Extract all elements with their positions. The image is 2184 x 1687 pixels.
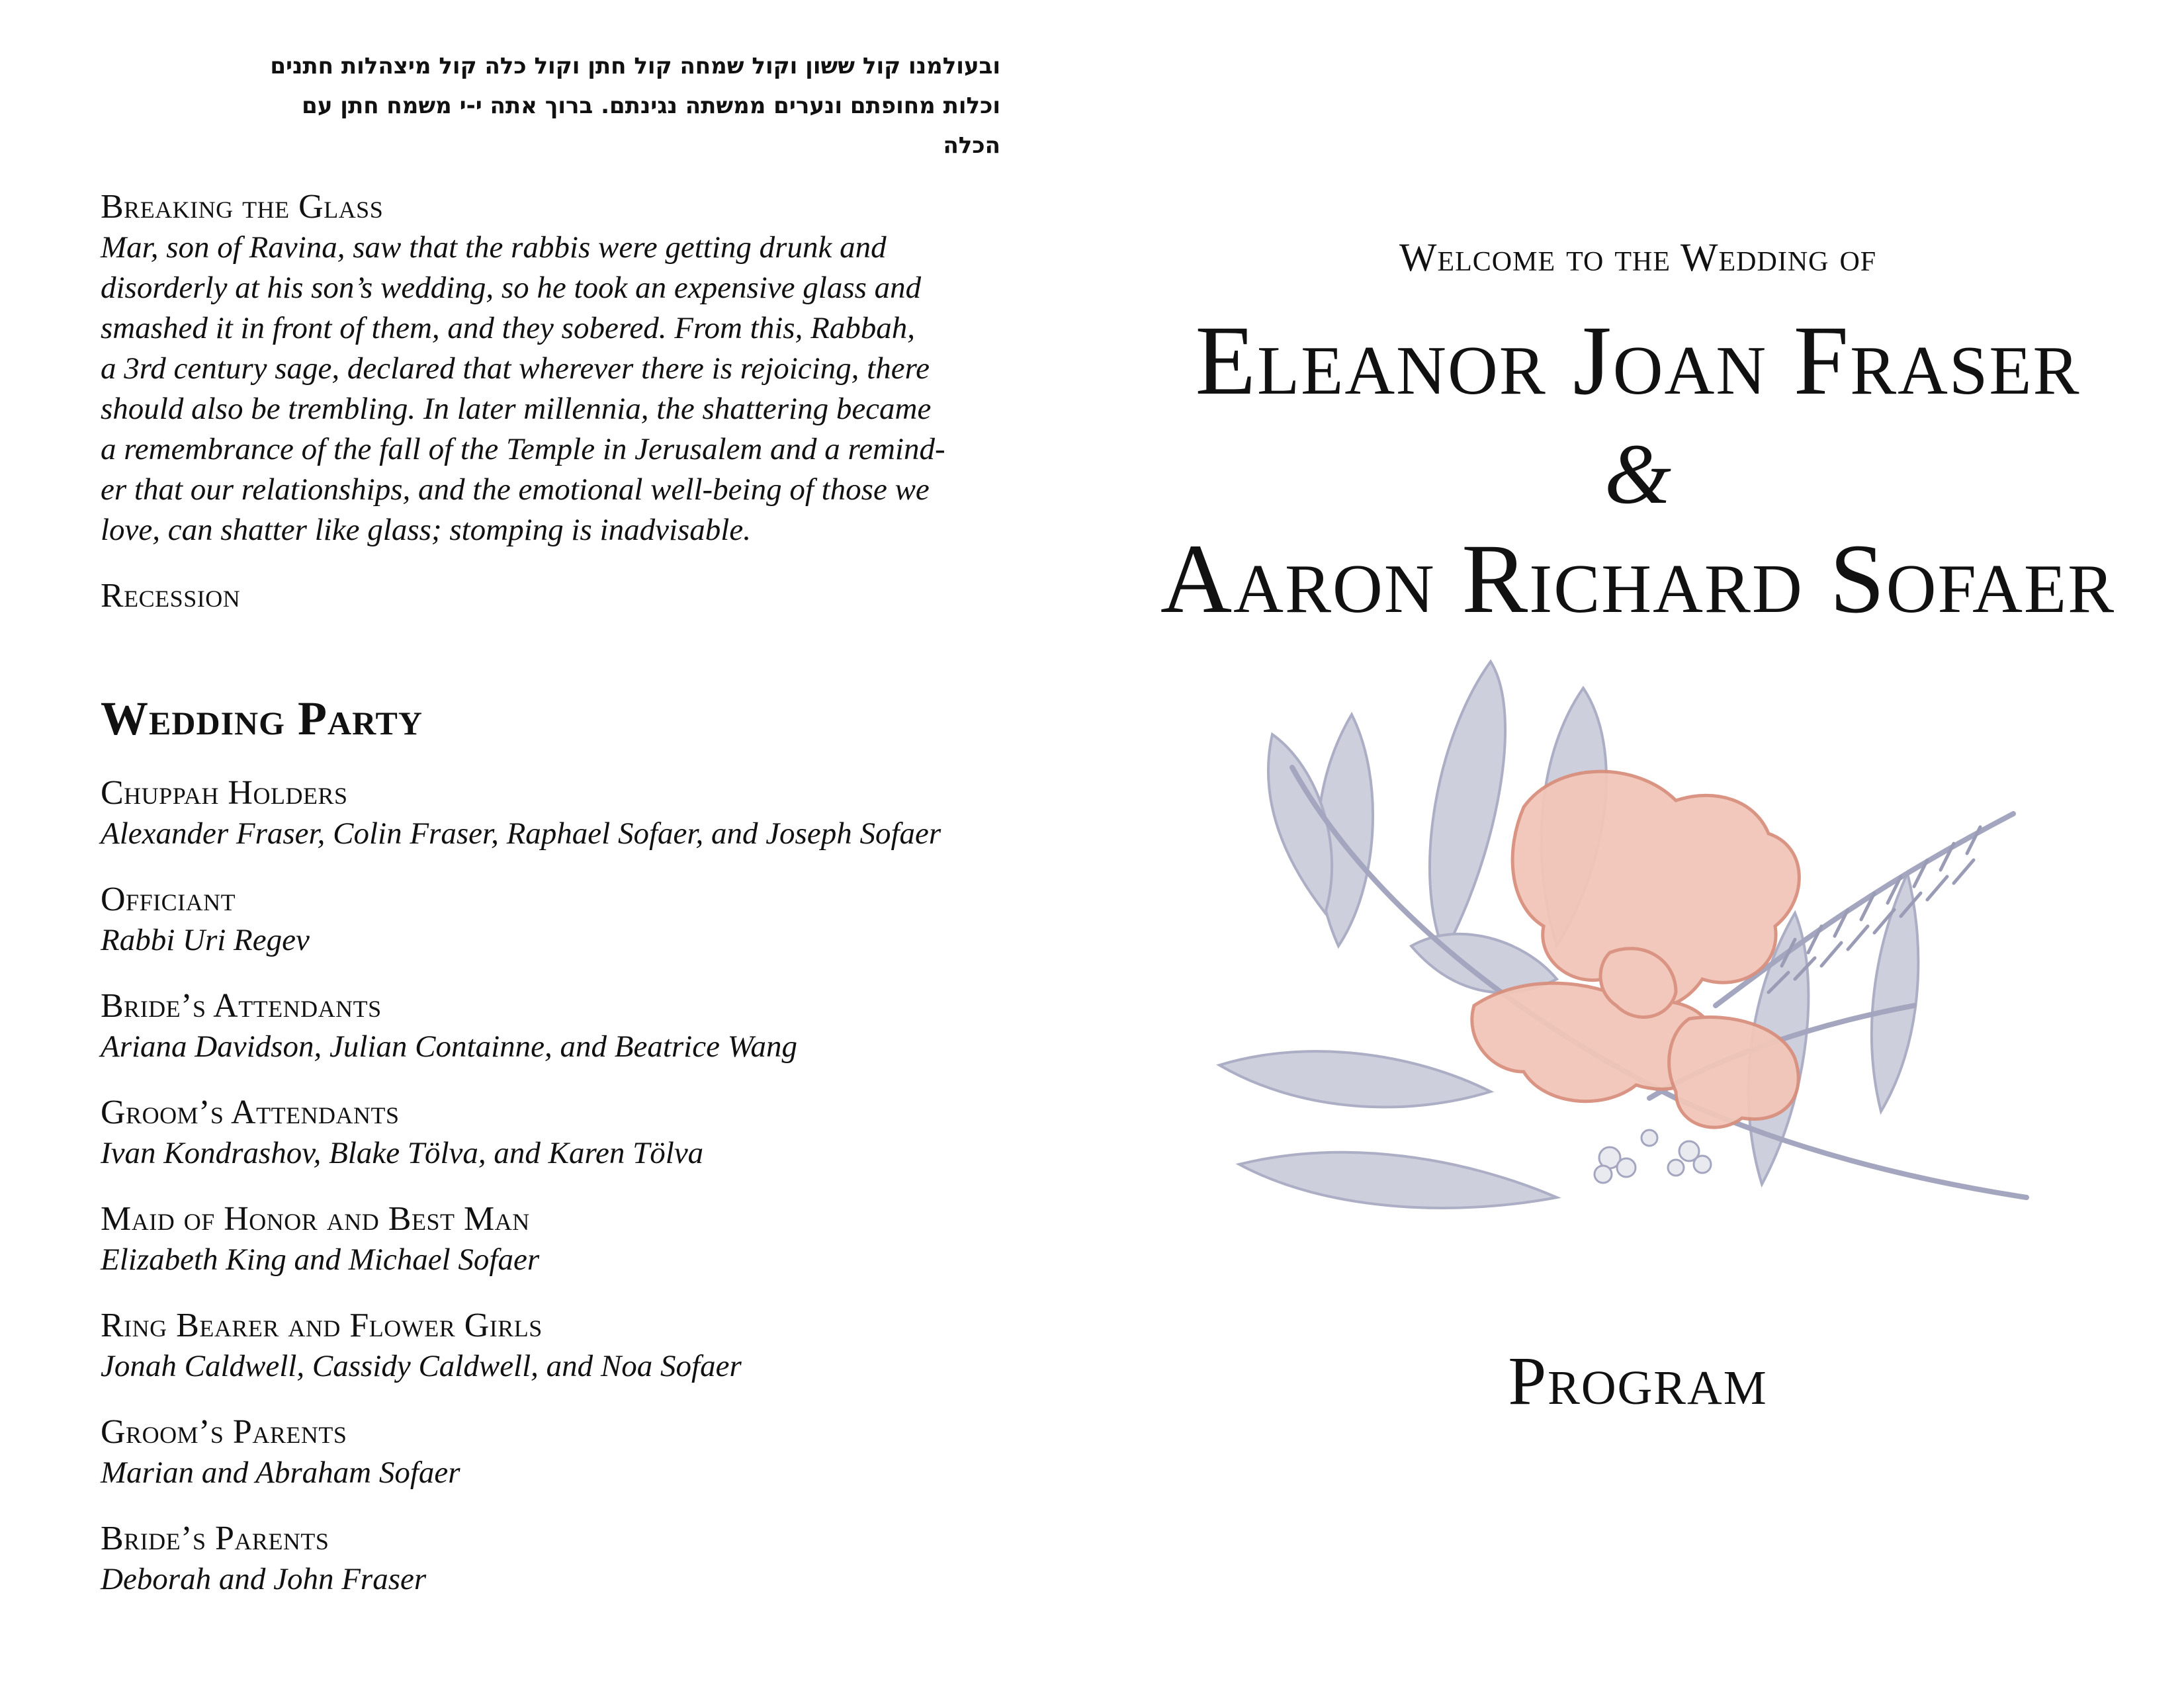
party-names: Marian and Abraham Sofaer	[101, 1455, 460, 1490]
party-names: Ariana Davidson, Julian Containne, and Beatrice Wang	[101, 1029, 798, 1064]
breaking-glass-line: smashed it in front of them, and they sobered. From this, Rabbah,	[101, 311, 916, 345]
breaking-glass-heading: Breaking the Glass	[101, 188, 384, 226]
party-names: Deborah and John Fraser	[101, 1562, 427, 1596]
small-blossoms	[1594, 1130, 1711, 1183]
party-entry-grooms-parents	[101, 1412, 1006, 1493]
wedding-party-title: Wedding Party	[101, 692, 423, 745]
breaking-glass-line: a remembrance of the fall of the Temple in Jerusalem and a remind-	[101, 432, 945, 466]
hebrew-line-1: ובעולמנו קול ששון וקול שמחה קול חתן וקול כלה קול מיצהלות חתנים	[270, 53, 1000, 79]
party-names: Rabbi Uri Regev	[101, 923, 310, 957]
wedding-party-section	[101, 691, 1006, 1600]
party-role: Ring Bearer and Flower Girls	[101, 1307, 543, 1344]
party-role: Groom’s Attendants	[101, 1094, 400, 1131]
party-entry-ring-bearer	[101, 1305, 1006, 1387]
party-names: Elizabeth King and Michael Sofaer	[101, 1242, 540, 1277]
party-role: Bride’s Parents	[101, 1520, 329, 1557]
welcome-line: Welcome to the Wedding of	[1399, 236, 1877, 279]
breaking-glass-line: Mar, son of Ravina, saw that the rabbis were getting drunk and	[101, 230, 887, 265]
party-role: Chuppah Holders	[101, 774, 348, 812]
bride-name: Eleanor Joan Fraser	[1195, 306, 2081, 415]
breaking-glass-line: er that our relationships, and the emotional well-being of those we	[101, 472, 930, 507]
program-title: Program	[1508, 1343, 1768, 1419]
party-names: Ivan Kondrashov, Blake Tölva, and Karen Tölva	[101, 1136, 704, 1170]
ampersand: &	[1604, 427, 1672, 522]
breaking-glass-line: should also be trembling. In later millennia, the shattering became	[101, 392, 932, 426]
party-entry-chuppah	[101, 773, 1006, 854]
party-names: Alexander Fraser, Colin Fraser, Raphael Sofaer, and Joseph Sofaer	[101, 816, 941, 851]
party-entry-brides-parents	[101, 1518, 1006, 1600]
recession-heading: Recession	[101, 577, 241, 615]
party-role: Groom’s Parents	[101, 1413, 347, 1451]
party-entry-officiant	[101, 879, 1006, 961]
right-panel	[1092, 0, 2184, 1687]
hebrew-line-3: הכלה	[943, 132, 1000, 159]
party-entry-grooms-attendants	[101, 1092, 1006, 1174]
party-role: Bride’s Attendants	[101, 987, 382, 1025]
groom-name: Aaron Richard Sofaer	[1160, 524, 2116, 634]
party-role: Officiant	[101, 881, 236, 918]
breaking-glass-text	[101, 228, 1006, 550]
party-entry-brides-attendants	[101, 986, 1006, 1067]
breaking-glass-line: love, can shatter like glass; stomping is inadvisable.	[101, 513, 751, 547]
hebrew-line-2: וכלות מחופתם ונערים ממשתה נגינתם. ברוך אתה י-י משמח חתן עם	[302, 93, 1000, 119]
hebrew-blessing	[101, 46, 1000, 165]
floral-illustration	[1213, 635, 2066, 1231]
breaking-glass-section	[101, 187, 1006, 550]
left-panel	[101, 46, 1006, 1596]
breaking-glass-line: disorderly at his son’s wedding, so he took an expensive glass and	[101, 271, 922, 305]
party-names: Jonah Caldwell, Cassidy Caldwell, and Noa Sofaer	[101, 1349, 742, 1383]
party-role: Maid of Honor and Best Man	[101, 1200, 530, 1238]
party-entry-maid-best-man	[101, 1199, 1006, 1280]
breaking-glass-line: a 3rd century sage, declared that wherever there is rejoicing, there	[101, 351, 930, 386]
